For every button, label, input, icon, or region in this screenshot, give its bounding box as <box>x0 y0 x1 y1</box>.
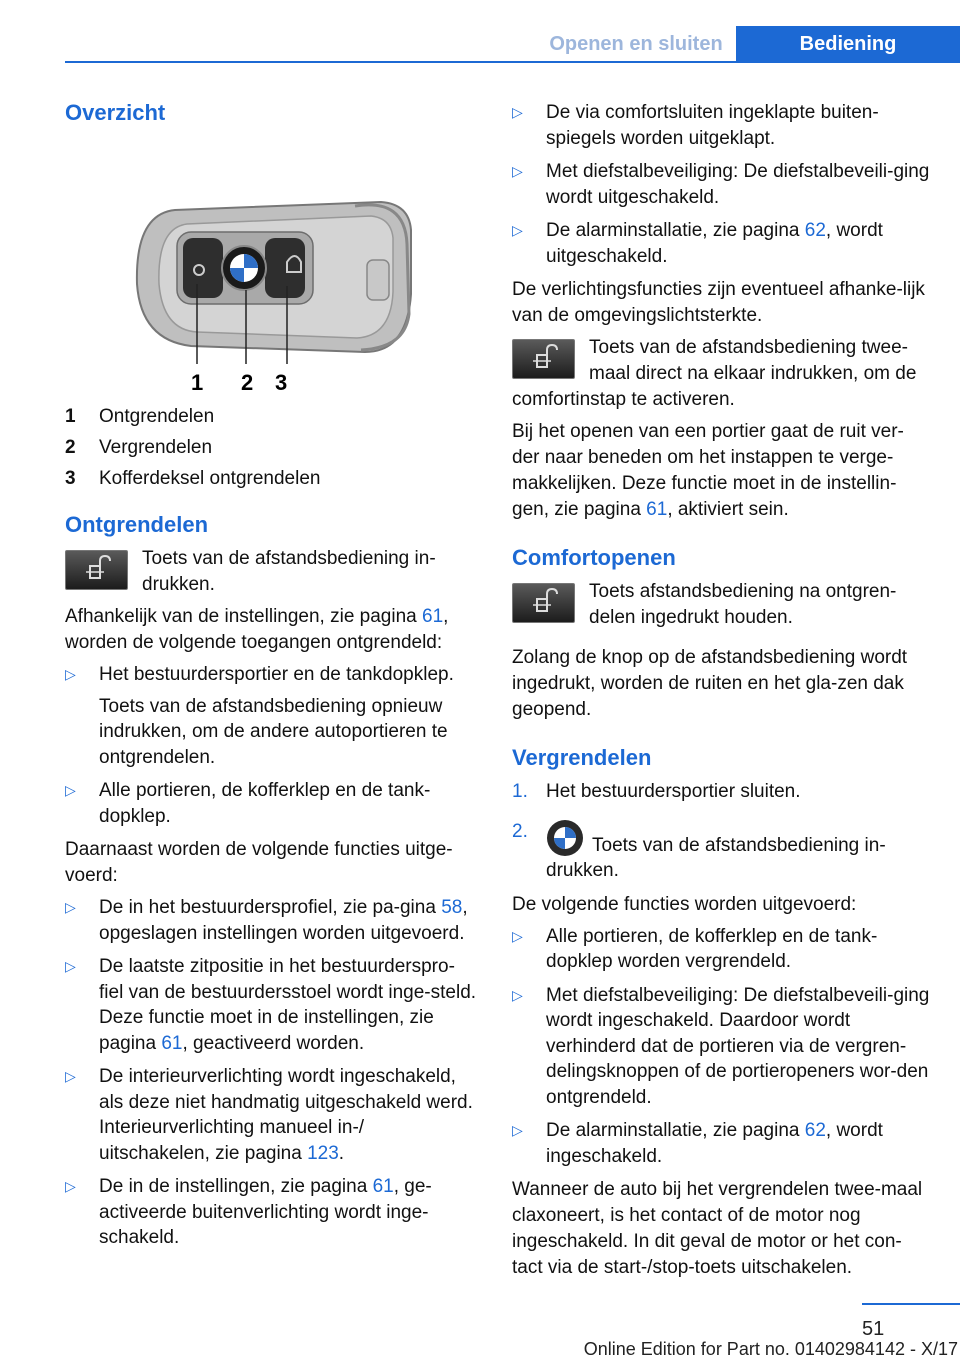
left-column <box>65 100 478 1259</box>
list-item: ▷ Alle portieren, de kofferklep en de tank-dopklep. <box>65 778 478 829</box>
bullet-icon: ▷ <box>512 222 523 238</box>
bullet-icon: ▷ <box>512 104 523 120</box>
list-item: ▷ De alarminstallatie, zie pagina 62, wordt ingeschakeld. <box>512 1118 930 1169</box>
page-link[interactable]: 62 <box>804 1120 826 1141</box>
remote-key-illustration <box>65 134 478 396</box>
comfort-entry-instruction: Toets van de afstandsbediening twee-maal direct na elkaar indrukken, om de comfortinstap te activeren. <box>512 337 917 410</box>
bullet-icon: ▷ <box>512 986 523 1003</box>
bullet-icon: ▷ <box>65 1178 76 1194</box>
comfort-text: Zolang de knop op de afstandsbediening wordt ingedrukt, worden de ruiten en het gla-zen dak geopend. <box>512 647 908 720</box>
unlock-instruction: Toets van de afstandsbediening in-drukken. <box>65 546 478 598</box>
bmw-logo-icon <box>546 819 584 857</box>
page-link[interactable]: 61 <box>646 499 668 520</box>
list-item: ▷ De interieurverlichting wordt ingeschakeld, als deze niet handmatig uitgeschakeld werd. Interieurverlichting manueel in-/ uitschakelen, zie pagina 123. <box>65 1064 478 1166</box>
legend-item: 3 Kofferdeksel ontgrendelen <box>65 468 321 489</box>
overview-title: Overzicht <box>65 100 166 125</box>
unlock-title: Ontgrendelen <box>65 512 209 537</box>
page-link[interactable]: 62 <box>804 220 826 241</box>
page-link[interactable]: 58 <box>441 897 463 918</box>
bullet-icon: ▷ <box>65 782 76 798</box>
also-text: Daarnaast worden de volgende functies uitge-voerd: <box>65 839 453 886</box>
list-item: ▷ Het bestuurdersportier en de tankdopklep. Toets van de afstandsbediening opnieuw indrukken, om de andere autoportieren te ontgrendelen. <box>65 662 478 770</box>
honk-text: Wanneer de auto bij het vergrendelen twee-maal claxoneert, is het contact of de motor nog ingeschakeld. In dit geval de motor or het con-tact via de start-/stop-toets uitschakelen. <box>512 1179 923 1278</box>
bullet-icon: ▷ <box>65 899 76 915</box>
bullet-icon: ▷ <box>512 1122 523 1138</box>
comfort-open-title: Comfortopenen <box>512 545 676 570</box>
bullet-icon: ▷ <box>65 958 76 974</box>
list-item: ▷ De in het bestuurdersprofiel, zie pa-gina 58, opgeslagen instellingen worden uitgevoerd. <box>65 895 478 946</box>
window-text: Bij het openen van een portier gaat de ruit ver-der naar beneden om het instappen te verge-makkelijken. Deze functie moet in de instellin-gen, zie pagina 61, aktiviert sein. <box>512 421 904 520</box>
lock-title: Vergrendelen <box>512 745 652 770</box>
page-link[interactable]: 61 <box>422 606 444 627</box>
bullet-icon: ▷ <box>65 666 76 682</box>
list-item: ▷ Met diefstalbeveiliging: De diefstalbeveili-ging wordt ingeschakeld. Daardoor wordt verhinderd dat de portieren via de vergren-delingsknoppen of de portieropeners wor-den ontgrendeld. <box>512 983 930 1111</box>
legend-item: 1 Ontgrendelen <box>65 406 215 427</box>
page-link[interactable]: 61 <box>372 1176 394 1197</box>
key-label-2: 2 <box>241 370 254 395</box>
bullet-icon: ▷ <box>65 1068 76 1084</box>
key-label-3: 3 <box>275 370 288 395</box>
list-item: ▷ De in de instellingen, zie pagina 61, ge-activeerde buitenverlichting wordt inge-schakeld. <box>65 1174 478 1251</box>
comfort-open-instruction: Toets afstandsbediening na ontgren-delen ingedrukt houden. <box>512 579 930 631</box>
step-item: 2. Toets van de afstandsbediening in-drukken. <box>512 820 886 881</box>
bullet-icon: ▷ <box>512 927 523 944</box>
legend-item: 2 Vergrendelen <box>65 437 213 458</box>
list-item: ▷ Alle portieren, de kofferklep en de tank-dopklep worden vergrendeld. <box>512 924 930 975</box>
header-chapter-tab[interactable]: Bediening <box>736 26 960 63</box>
following-text: De volgende functies worden uitgevoerd: <box>512 893 857 915</box>
footer-rule <box>862 1303 960 1305</box>
unlock-icon <box>65 550 128 590</box>
depending-text: Afhankelijk van de instellingen, zie pagina 61, worden de volgende toegangen ontgrendeld: <box>65 606 449 653</box>
list-item: ▷ De alarminstallatie, zie pagina 62, wordt uitgeschakeld. <box>512 218 930 269</box>
list-item: ▷ Met diefstalbeveiliging: De diefstalbeveili-ging wordt uitgeschakeld. <box>512 159 930 210</box>
key-legend <box>65 401 478 494</box>
list-item: ▷ De via comfortsluiten ingeklapte buiten-spiegels worden uitgeklapt. <box>512 100 930 151</box>
right-column <box>512 100 930 1287</box>
lighting-text: De verlichtingsfuncties zijn eventueel afhanke-lijk van de omgevingslichtsterkte. <box>512 279 925 326</box>
page-link[interactable]: 123 <box>307 1142 339 1164</box>
unlock-icon <box>512 339 575 379</box>
page-number: 51 <box>862 1318 885 1340</box>
page-link[interactable]: 61 <box>161 1032 183 1054</box>
step-item: 1. Het bestuurdersportier sluiten. <box>512 781 801 802</box>
bullet-icon: ▷ <box>512 163 523 179</box>
edition-text: Online Edition for Part no. 01402984142 - X/17 <box>583 1339 958 1359</box>
header-section-tab[interactable]: Openen en sluiten <box>549 33 723 55</box>
list-item: ▷ De laatste zitpositie in het bestuurderspro-fiel van de bestuurdersstoel wordt inge-steld. Deze functie moet in de instellingen, zie pagina 61, geactiveerd worden. <box>65 954 478 1056</box>
key-label-1: 1 <box>191 370 204 395</box>
unlock-icon <box>512 583 575 623</box>
